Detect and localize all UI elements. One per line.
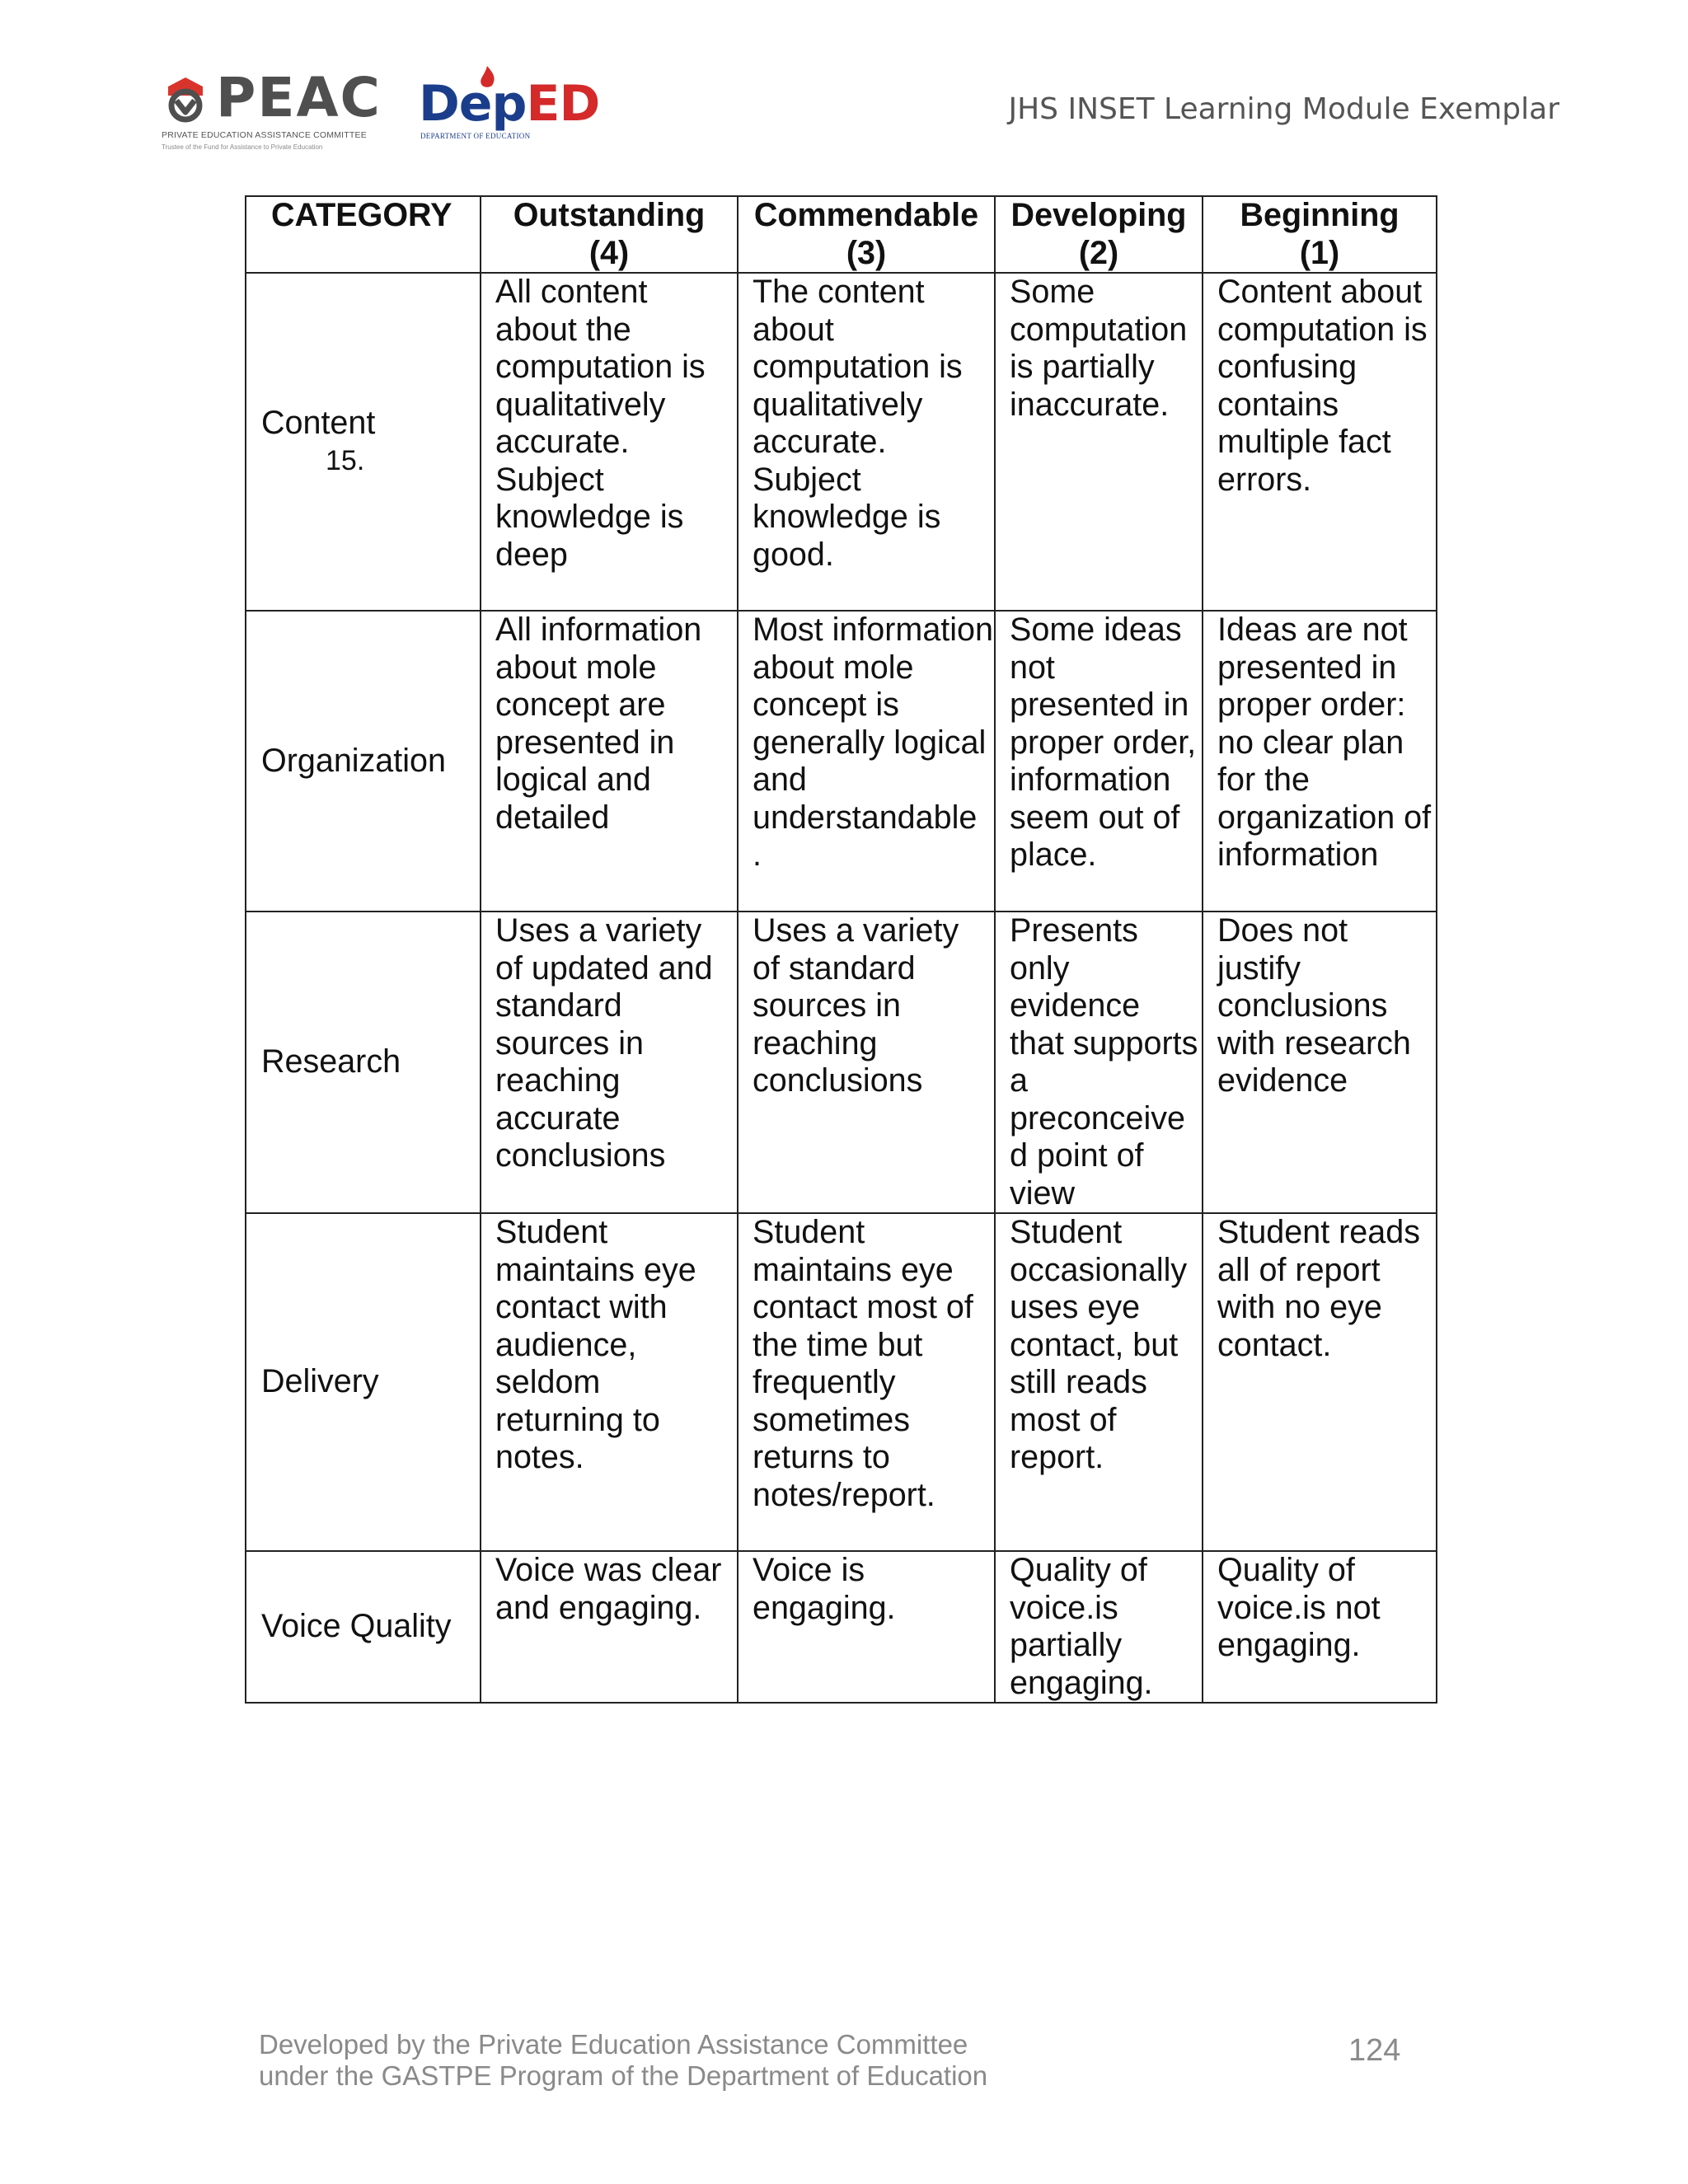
rubric-table <box>245 195 1437 1704</box>
category-cell <box>246 1551 481 1703</box>
footer-credit <box>259 2029 987 2092</box>
criterion-cell-outstanding: All content about the computation is qualitatively accurate. Subject knowledge is deep <box>481 273 738 611</box>
column-header-score: (4) <box>588 234 630 271</box>
column-header-label: Outstanding <box>513 197 706 233</box>
criterion-cell-commendable: Voice is engaging. <box>738 1551 995 1703</box>
category-cell <box>246 1213 481 1551</box>
column-header-label: CATEGORY <box>271 197 452 233</box>
criterion-cell-developing: Presents only evidence that supports a preconceive d point of view <box>995 912 1203 1213</box>
rubric-row-organization <box>246 611 1437 912</box>
criterion-cell-developing: Quality of voice.is partially engaging. <box>995 1551 1203 1703</box>
rubric-row-research <box>246 912 1437 1213</box>
column-header-score: (3) <box>846 234 887 271</box>
criterion-cell-commendable: The content about computation is qualitatively accurate. Subject knowledge is good. <box>738 273 995 611</box>
peac-logo <box>162 66 384 157</box>
rubric-row-content <box>246 273 1437 611</box>
criterion-cell-commendable: Uses a variety of standard sources in reaching conclusions <box>738 912 995 1213</box>
category-label: Content <box>261 405 376 442</box>
category-label: Research <box>261 1043 401 1080</box>
criterion-cell-commendable: Student maintains eye contact most of the time but frequently sometimes returns to notes/report. <box>738 1213 995 1551</box>
criterion-cell-beginning: Quality of voice.is not engaging. <box>1203 1551 1437 1703</box>
peac-wordmark: PEAC <box>216 66 382 129</box>
criterion-cell-beginning: Ideas are not presented in proper order: no clear plan for the organization of information <box>1203 611 1437 912</box>
column-header-developing <box>995 196 1203 273</box>
criterion-cell-outstanding: Voice was clear and engaging. <box>481 1551 738 1703</box>
category-label: Voice Quality <box>261 1608 452 1645</box>
column-header-category <box>246 196 481 273</box>
rubric-header-row <box>246 196 1437 273</box>
category-cell <box>246 611 481 912</box>
criterion-cell-outstanding: Uses a variety of updated and standard sources in reaching accurate conclusions <box>481 912 738 1213</box>
criterion-cell-outstanding: All information about mole concept are presented in logical and detailed <box>481 611 738 912</box>
peac-emblem-icon <box>162 76 209 124</box>
page-header <box>0 0 1688 165</box>
column-header-score: (1) <box>1299 234 1340 271</box>
column-header-beginning <box>1203 196 1437 273</box>
category-note: 15. <box>326 444 365 476</box>
column-header-score: (2) <box>1078 234 1119 271</box>
criterion-cell-beginning: Content about computation is confusing contains multiple fact errors. <box>1203 273 1437 611</box>
category-cell <box>246 273 481 611</box>
criterion-cell-developing: Some ideas not presented in proper order, information seem out of place. <box>995 611 1203 912</box>
peac-tagline: Trustee of the Fund for Assistance to Private Education <box>162 143 323 151</box>
deped-wordmark-left: Dep <box>419 75 527 133</box>
category-label: Delivery <box>261 1363 379 1400</box>
column-header-label: Beginning <box>1240 197 1400 233</box>
criterion-cell-outstanding: Student maintains eye contact with audience, seldom returning to notes. <box>481 1213 738 1551</box>
footer-line-1: Developed by the Private Education Assistance Committee <box>259 2029 968 2060</box>
peac-subtitle: PRIVATE EDUCATION ASSISTANCE COMMITTEE <box>162 130 367 140</box>
column-header-label: Developing <box>1010 197 1187 233</box>
category-cell <box>246 912 481 1213</box>
module-title: JHS INSET Learning Module Exemplar <box>1008 92 1559 126</box>
deped-wordmark-right: ED <box>526 75 600 133</box>
page-number: 124 <box>1348 2033 1401 2068</box>
deped-wordmark <box>419 75 600 133</box>
criterion-cell-beginning: Does not justify conclusions with research evidence <box>1203 912 1437 1213</box>
deped-logo <box>419 66 600 148</box>
criterion-cell-commendable: Most information about mole concept is generally logical and understandable . <box>738 611 995 912</box>
category-label: Organization <box>261 742 446 779</box>
criterion-cell-developing: Student occasionally uses eye contact, but still reads most of report. <box>995 1213 1203 1551</box>
criterion-cell-developing: Some computation is partially inaccurate. <box>995 273 1203 611</box>
footer-line-2: under the GASTPE Program of the Department of Education <box>259 2060 988 2091</box>
column-header-commendable <box>738 196 995 273</box>
criterion-cell-beginning: Student reads all of report with no eye contact. <box>1203 1213 1437 1551</box>
rubric-row-delivery <box>246 1213 1437 1551</box>
deped-subtitle: DEPARTMENT OF EDUCATION <box>420 132 531 140</box>
column-header-label: Commendable <box>753 197 979 233</box>
rubric-row-voice-quality <box>246 1551 1437 1703</box>
column-header-outstanding <box>481 196 738 273</box>
